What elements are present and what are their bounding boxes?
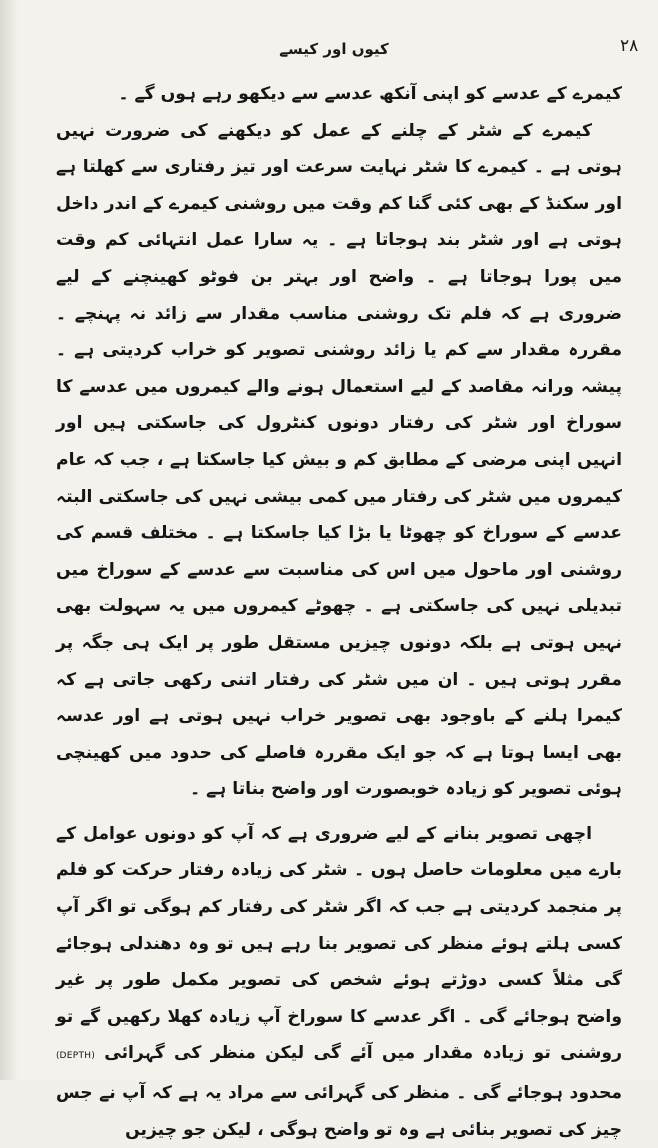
paragraph-3-part-2: محدود ہوجائے گی ۔ منظر کی گہرائی سے مراد یہ ہے کہ آپ نے جس چیز کی تصویر بنائی ہے وہ تو واضح ہوگی ، لیکن جو چیزیں (56, 1083, 622, 1140)
paragraph-3-part-1: اچھی تصویر بنانے کے لیے ضروری ہے کہ آپ کو دونوں عوامل کے بارے میں معلومات حاصل ہوں ۔ شٹر کی زیادہ رفتار حرکت کو فلم پر منجمد کردیتی ہے جب کہ اگر شٹر کی رفتار کم ہوگی تو اگر آپ کسی ہلتے ہوئے منظر کی تصویر بنا رہے ہیں تو وہ دھندلی ہوجائے گی مثلاً کسی دوڑتے ہوئے شخص کی تصویر مکمل طور پر غیر واضح ہوجائے گی ۔ اگر عدسے کا سوراخ آپ زیادہ کھلا رکھیں گے تو روشنی تو زیادہ مقدار میں آئے گی لیکن منظر کی گہرائی (56, 823, 623, 1064)
paragraph-3 (56, 816, 622, 1148)
paragraph-2: کیمرے کے شٹر کے چلنے کے عمل کو دیکھنے کی ضرورت نہیں ہوتی ہے ۔ کیمرے کا شٹر نہایت سرعت اور تیز رفتاری سے کھلتا ہے اور سکنڈ کے بھی کئی گنا کم وقت میں روشنی کیمرے کے اندر داخل ہوتی ہے اور شٹر بند ہوجاتا ہے ۔ یہ سارا عمل انتہائی کم وقت میں پورا ہوجاتا ہے ۔ واضح اور بہتر بن فوٹو کھینچنے کے لیے ضروری ہے کہ فلم تک روشنی مناسب مقدار سے زائد نہ پہنچے ۔ مقررہ مقدار سے کم یا زائد روشنی تصویر کو خراب کردیتی ہے ۔ پیشہ ورانہ مقاصد کے لیے استعمال ہونے والے کیمروں میں عدسے کا سوراخ اور شٹر کی رفتار دونوں کنٹرول کی جاسکتی ہیں اور انہیں اپنی مرضی کے مطابق کم و بیش کیا جاسکتا ہے ، جب کہ عام کیمروں میں شٹر کی رفتار میں کمی بیشی نہیں کی جاسکتی البتہ عدسے کے سوراخ کو چھوٹا یا بڑا کیا جاسکتا ہے ۔ مختلف قسم کی روشنی اور ماحول میں اس کی مناسبت سے عدسے کے سوراخ میں تبدیلی نہیں کی جاسکتی ہے ۔ چھوٹے کیمروں میں یہ سہولت بھی نہیں ہوتی ہے بلکہ دونوں چیزیں مستقل طور پر ایک ہی جگہ پر مقرر ہوتی ہیں ۔ ان میں شٹر کی رفتار اتنی رکھی جاتی ہے کہ کیمرا ہلنے کے باوجود بھی تصویر خراب نہیں ہوتی ہے اور عدسہ بھی ایسا ہوتا ہے کہ جو ایک مقررہ فاصلے کی حدود میں کھینچی ہوئی تصویر کو زیادہ خوبصورت اور واضح بناتا ہے ۔ (56, 120, 622, 800)
page-number: ۲۸ (620, 36, 639, 56)
page-header (40, 32, 639, 66)
depth-term: (DEPTH) (56, 1051, 95, 1062)
running-title: کیوں اور کیسے (279, 40, 389, 58)
paragraph-1: کیمرے کے عدسے کو اپنی آنکھ عدسے سے دیکھو رہے ہوں گے ۔ (118, 84, 622, 104)
page-gutter-shadow (0, 0, 18, 1080)
body-text (56, 76, 622, 1148)
